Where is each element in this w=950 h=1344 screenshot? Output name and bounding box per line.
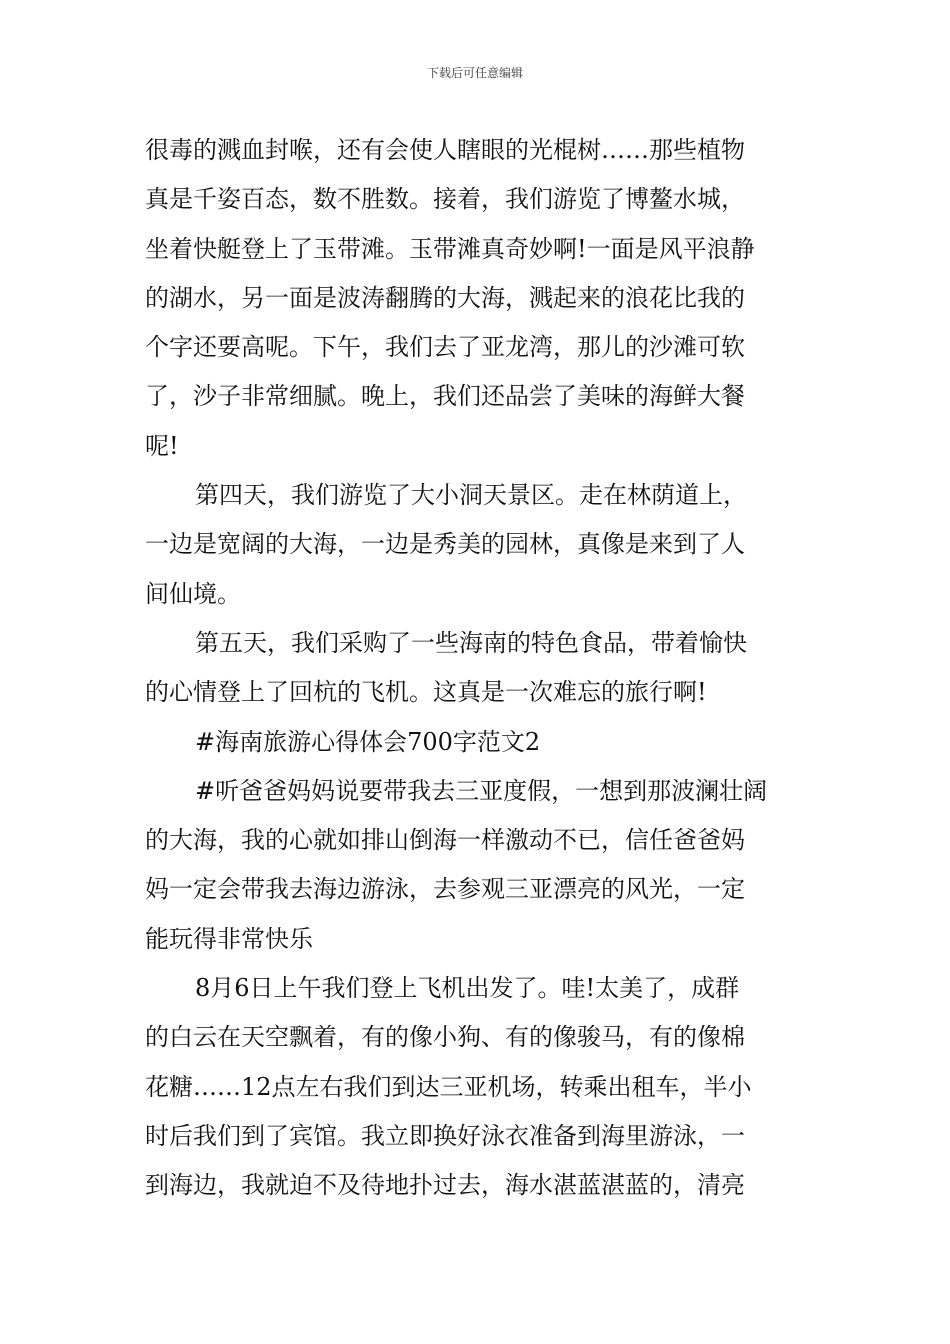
text-line: 坐着快艇登上了玉带滩。玉带滩真奇妙啊!一面是风平浪静: [145, 234, 755, 263]
text-line: 花糖……12点左右我们到达三亚机场，转乘出租车，半小: [145, 1072, 752, 1101]
text-line: 的湖水，另一面是波涛翻腾的大海，溅起来的浪花比我的: [145, 283, 745, 312]
text-line: 第五天，我们采购了一些海南的特色食品，带着愉快: [195, 628, 747, 657]
text-line: 一边是宽阔的大海，一边是秀美的园林，真像是来到了人: [145, 530, 745, 559]
text-line: 了，沙子非常细腻。晚上，我们还品尝了美味的海鲜大餐: [145, 382, 745, 411]
body-text: [145, 126, 810, 1211]
text-line: 妈一定会带我去海边游泳，去参观三亚漂亮的风光，一定: [145, 875, 745, 904]
text-line: 个字还要高呢。下午，我们去了亚龙湾，那儿的沙滩可软: [145, 333, 745, 362]
text-line: 时后我们到了宾馆。我立即换好泳衣准备到海里游泳，一: [145, 1121, 745, 1150]
text-line: #听爸爸妈妈说要带我去三亚度假，一想到那波澜壮阔: [195, 776, 768, 805]
text-line: 8月6日上午我们登上飞机出发了。哇!太美了，成群: [195, 974, 740, 1003]
text-line: 的心情登上了回杭的飞机。这真是一次难忘的旅行啊!: [145, 678, 707, 707]
text-line: 间仙境。: [145, 579, 241, 608]
text-line: 真是千姿百态，数不胜数。接着，我们游览了博鳌水城，: [145, 185, 745, 214]
text-line: 的大海，我的心就如排山倒海一样激动不已，信任爸爸妈: [145, 826, 745, 855]
text-line: 能玩得非常快乐: [145, 924, 313, 953]
text-line: 很毒的溅血封喉，还有会使人瞎眼的光棍树……那些植物: [145, 136, 745, 164]
text-line: 呢!: [145, 431, 179, 460]
header-note: 下载后可任意编辑: [426, 66, 523, 80]
text-line: 第四天，我们游览了大小洞天景区。走在林荫道上，: [195, 481, 747, 510]
text-line: 到海边，我就迫不及待地扑过去，海水湛蓝湛蓝的，清亮: [145, 1171, 745, 1200]
section-heading: #海南旅游心得体会700字范文2: [195, 727, 541, 756]
text-line: 的白云在天空飘着，有的像小狗、有的像骏马，有的像棉: [145, 1023, 745, 1052]
